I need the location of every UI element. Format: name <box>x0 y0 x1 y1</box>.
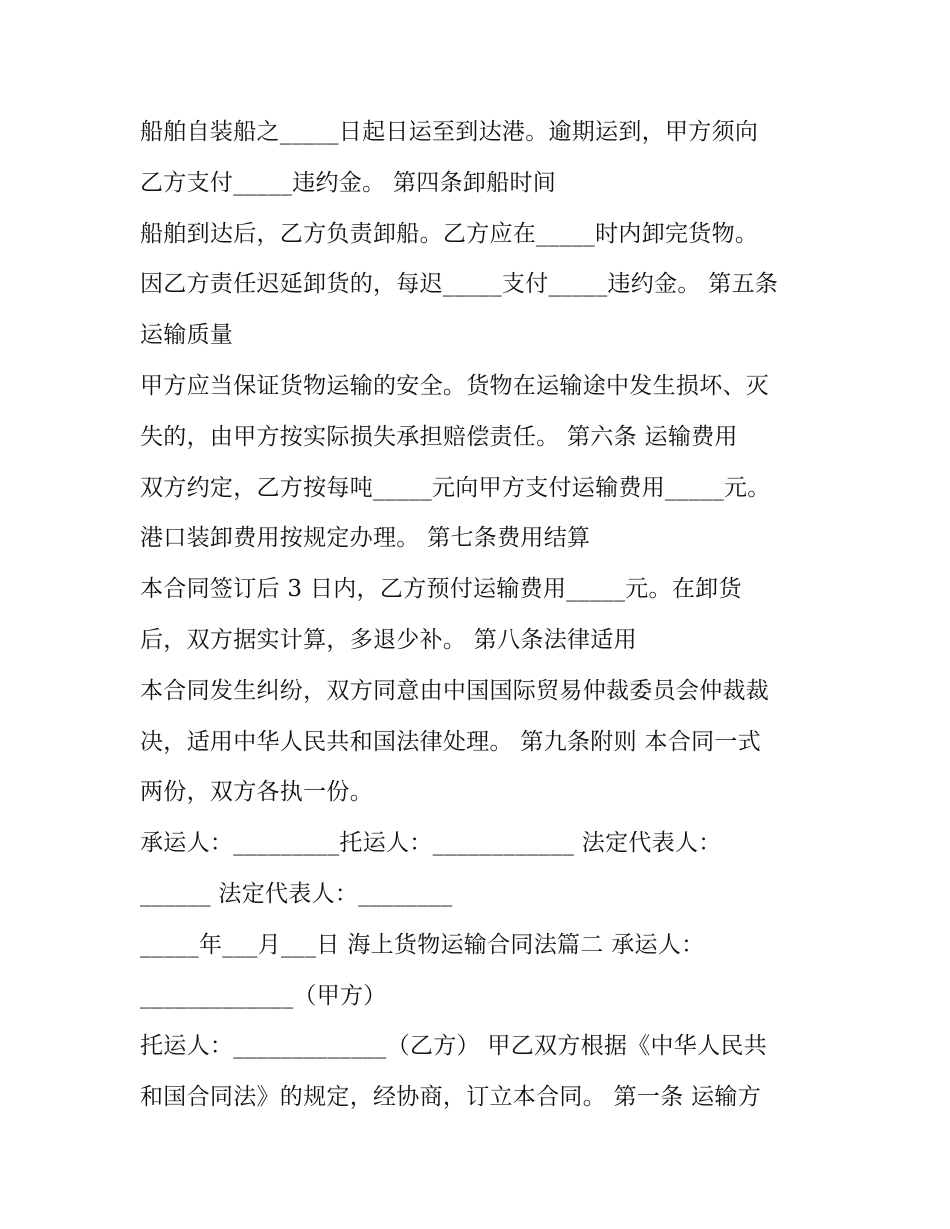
text-line: _____年___月___日 海上货物运输合同法篇二 承运人： <box>140 931 705 958</box>
text-line: 托运人：_____________（乙方） 甲乙双方根据《中华人民共 <box>140 1033 768 1060</box>
text-line: 决，适用中华人民共和国法律处理。 第九条附则 本合同一式 <box>140 728 762 755</box>
text-line: 船舶到达后，乙方负责卸船。乙方应在_____时内卸完货物。 <box>140 220 759 247</box>
text-line: 承运人：_________托运人：____________ 法定代表人： <box>140 830 722 857</box>
text-line: 本合同签订后 3 日内，乙方预付运输费用_____元。在卸货 <box>140 576 742 603</box>
text-line: 乙方支付_____违约金。 第四条卸船时间 <box>140 169 557 196</box>
text-line: 两份，双方各执一份。 <box>140 779 373 806</box>
text-line: 甲方应当保证货物运输的安全。货物在运输途中发生损坏、灭 <box>140 372 770 399</box>
contract-body-text <box>140 107 830 1123</box>
text-line: 因乙方责任迟延卸货的，每迟_____支付_____违约金。 第五条 <box>140 271 779 298</box>
text-line: 失的，由甲方按实际损失承担赔偿责任。 第六条 运输费用 <box>140 423 738 450</box>
text-line: 后，双方据实计算，多退少补。 第八条法律适用 <box>140 626 637 653</box>
text-line: 本合同发生纠纷，双方同意由中国国际贸易仲裁委员会仲裁裁 <box>140 677 770 704</box>
text-line: _____________（甲方） <box>140 982 387 1009</box>
text-line: 船舶自装船之_____日起日运至到达港。逾期运到，甲方须向 <box>140 119 759 145</box>
text-line: 和国合同法》的规定，经协商，订立本合同。 第一条 运输方 <box>140 1084 762 1111</box>
text-line: ______ 法定代表人：________ <box>140 880 453 907</box>
text-line: 港口装卸费用按规定办理。 第七条费用结算 <box>140 525 591 552</box>
text-line: 双方约定，乙方按每吨_____元向甲方支付运输费用_____元。 <box>140 474 771 501</box>
text-line: 运输质量 <box>140 322 234 349</box>
